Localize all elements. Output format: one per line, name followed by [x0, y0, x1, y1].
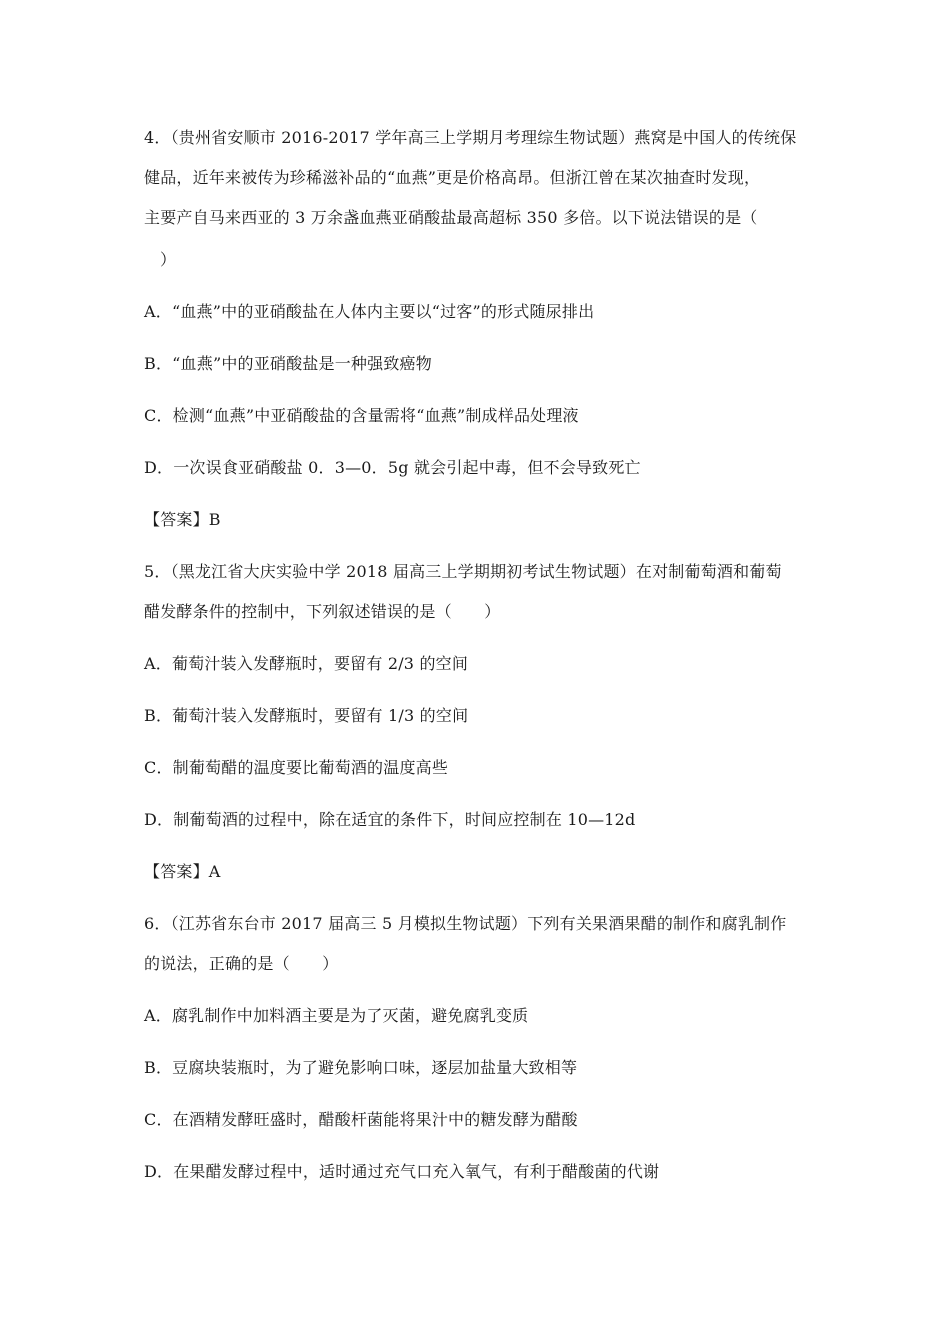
question-5-line-1: 5．（黑龙江省大庆实验中学 2018 届高三上学期期初考试生物试题）在对制葡萄酒和葡萄: [144, 562, 782, 581]
question-6-option-d: D．在果醋发酵过程中，适时通过充气口充入氧气，有利于醋酸菌的代谢: [144, 1162, 660, 1181]
question-4-option-a: A．“血燕”中的亚硝酸盐在人体内主要以“过客”的形式随尿排出: [144, 302, 595, 321]
question-5-option-b: B．葡萄汁装入发酵瓶时，要留有 1/3 的空间: [144, 706, 469, 725]
question-6-option-b: B．豆腐块装瓶时，为了避免影响口味，逐层加盐量大致相等: [144, 1058, 578, 1077]
question-6-line-1: 6．（江苏省东台市 2017 届高三 5 月模拟生物试题）下列有关果酒果醋的制作和腐乳制作: [144, 914, 787, 933]
question-4-line-1: 4．（贵州省安顺市 2016-2017 学年高三上学期月考理综生物试题）燕窝是中国人的传统保: [144, 128, 797, 147]
question-4-line-2: 健品，近年来被传为珍稀滋补品的“血燕”更是价格高昂。但浙江曾在某次抽查时发现，: [144, 168, 761, 187]
question-5-answer: 【答案】A: [144, 862, 221, 881]
question-5-option-a: A．葡萄汁装入发酵瓶时，要留有 2/3 的空间: [144, 654, 469, 673]
question-6-option-a: A．腐乳制作中加料酒主要是为了灭菌，避免腐乳变质: [144, 1006, 529, 1025]
question-5-line-2: 醋发酵条件的控制中，下列叙述错误的是（ ）: [144, 602, 501, 621]
question-4-line-4: ）: [160, 250, 177, 269]
question-5-option-d: D．制葡萄酒的过程中，除在适宜的条件下，时间应控制在 10—12d: [144, 810, 636, 829]
question-6-line-2: 的说法，正确的是（ ）: [144, 954, 339, 973]
question-4-option-b: B．“血燕”中的亚硝酸盐是一种强致癌物: [144, 354, 432, 373]
question-5-option-c: C．制葡萄醋的温度要比葡萄酒的温度高些: [144, 758, 449, 777]
question-4-answer: 【答案】B: [144, 510, 221, 529]
question-6-option-c: C．在酒精发酵旺盛时，醋酸杆菌能将果汁中的糖发酵为醋酸: [144, 1110, 578, 1129]
question-4-option-d: D．一次误食亚硝酸盐 0．3—0．5g 就会引起中毒，但不会导致死亡: [144, 458, 641, 477]
question-4-option-c: C．检测“血燕”中亚硝酸盐的含量需将“血燕”制成样品处理液: [144, 406, 579, 425]
question-4-line-3: 主要产自马来西亚的 3 万余盏血燕亚硝酸盐最高超标 350 多倍。以下说法错误的是（: [144, 208, 758, 227]
